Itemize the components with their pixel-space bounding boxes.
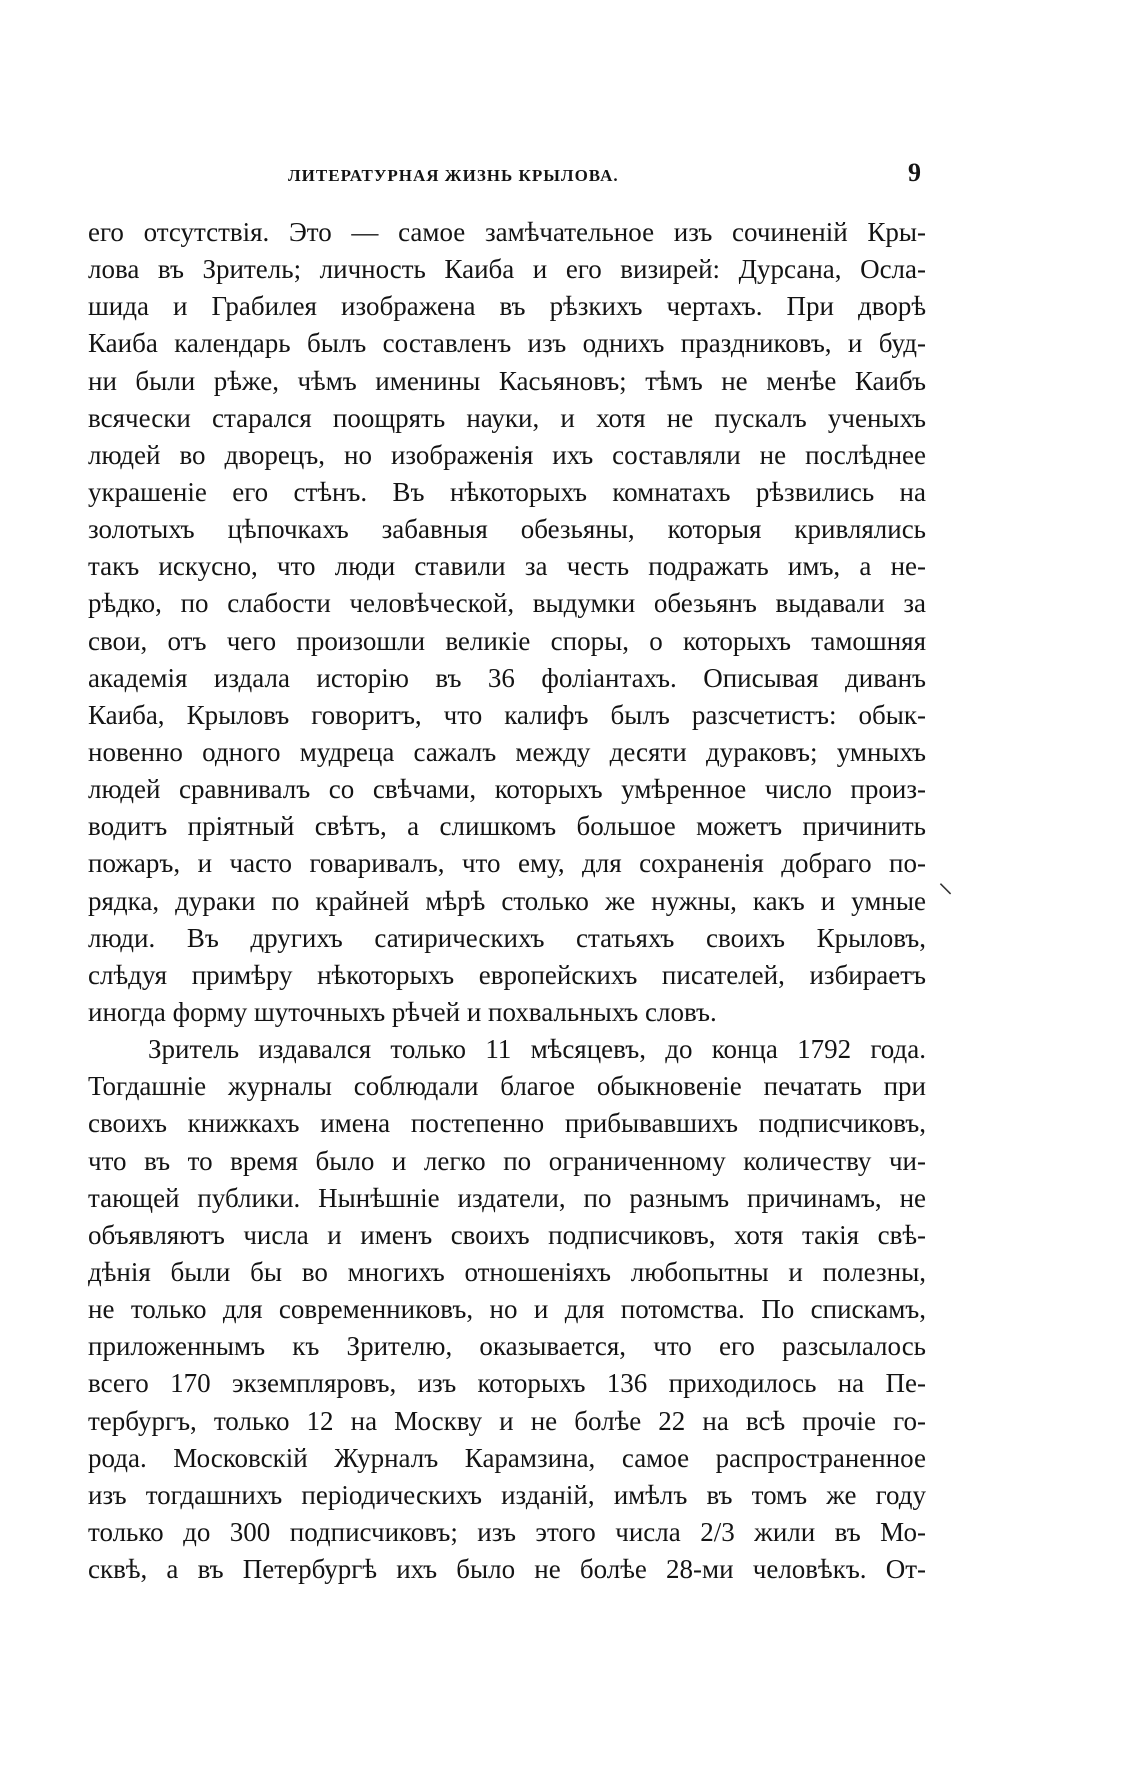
text-line: новенно одного мудреца сажалъ между десяти дураковъ; умныхъ — [88, 736, 926, 767]
text-line: такъ искусно, что люди ставили за честь подражать имъ, а не- — [88, 551, 926, 582]
page-number: 9 — [908, 158, 921, 187]
text-line: объявляютъ числа и именъ своихъ подписчиковъ, хотя такія свѣ- — [88, 1219, 926, 1250]
text-line: Каиба, Крыловъ говоритъ, что калифъ былъ разсчетистъ: обык- — [88, 699, 926, 730]
margin-mark: ⸜ — [938, 866, 953, 899]
text-line: украшеніе его стѣнъ. Въ нѣкоторыхъ комнатахъ рѣзвились на — [88, 476, 926, 507]
text-line: только до 300 подписчиковъ; изъ этого числа 2/3 жили въ Мо- — [88, 1516, 926, 1547]
text-line: водитъ пріятный свѣтъ, а слишкомъ большое можетъ причинить — [88, 811, 926, 842]
text-line: людей сравнивалъ со свѣчами, которыхъ умѣренное число произ- — [88, 774, 926, 805]
paragraph-end-line: иногда форму шуточныхъ рѣчей и похвальныхъ словъ. — [88, 996, 717, 1027]
text-line: шида и Грабилея изображена въ рѣзкихъ чертахъ. При дворѣ — [88, 291, 926, 322]
text-line: слѣдуя примѣру нѣкоторыхъ европейскихъ писателей, избираетъ — [88, 959, 926, 990]
text-line: золотыхъ цѣпочкахъ забавныя обезьяны, которыя кривлялись — [88, 514, 926, 545]
text-line: не только для современниковъ, но и для потомства. По спискамъ, — [88, 1294, 926, 1325]
text-line: приложеннымъ къ Зрителю, оказывается, что его разсылалось — [88, 1331, 926, 1362]
text-line: всячески старался поощрять науки, и хотя не пускалъ ученыхъ — [88, 402, 926, 433]
text-line: людей во дворецъ, но изображенія ихъ составляли не послѣднее — [88, 439, 926, 470]
text-line: своихъ книжкахъ имена постепенно прибывавшихъ подписчиковъ, — [88, 1108, 926, 1139]
paragraph-start-line: Зритель издавался только 11 мѣсяцевъ, до конца 1792 года. — [148, 1034, 926, 1065]
running-head — [0, 158, 1140, 192]
text-line: дѣнія были бы во многихъ отношеніяхъ любопытны и полезны, — [88, 1256, 926, 1287]
text-line: рода. Московскій Журналъ Карамзина, самое распространенное — [88, 1442, 926, 1473]
text-line: тающей публики. Нынѣшніе издатели, по разнымъ причинамъ, не — [88, 1182, 926, 1213]
text-line: всего 170 экземпляровъ, изъ которыхъ 136 приходилось на Пе- — [88, 1368, 926, 1399]
text-line: лова въ Зритель; личность Каиба и его визирей: Дурсана, Осла- — [88, 254, 926, 285]
text-line: сквѣ, а въ Петербургѣ ихъ было не болѣе 28-ми человѣкъ. От- — [88, 1554, 926, 1585]
text-line: свои, отъ чего произошли великіе споры, о которыхъ тамошняя — [88, 625, 926, 656]
text-line: люди. Въ другихъ сатирическихъ статьяхъ своихъ Крыловъ, — [88, 922, 926, 953]
text-line: тербургъ, только 12 на Москву и не болѣе 22 на всѣ прочіе го- — [88, 1405, 926, 1436]
text-line: пожаръ, и часто говаривалъ, что ему, для сохраненія добраго по- — [88, 848, 926, 879]
text-line: что въ то время было и легко по ограниченному количеству чи- — [88, 1145, 926, 1176]
text-line: изъ тогдашнихъ періодическихъ изданій, имѣлъ въ томъ же году — [88, 1479, 926, 1510]
text-line: рядка, дураки по крайней мѣрѣ столько же нужны, какъ и умные — [88, 885, 926, 916]
text-line: академія издала исторію въ 36 фоліантахъ. Описывая диванъ — [88, 662, 926, 693]
body-text — [88, 214, 926, 1588]
text-line: ни были рѣже, чѣмъ именины Касьяновъ; тѣмъ не менѣе Каибъ — [88, 365, 926, 396]
text-line: Каиба календарь былъ составленъ изъ однихъ праздниковъ, и буд- — [88, 328, 926, 359]
text-line: Тогдашніе журналы соблюдали благое обыкновеніе печатать при — [88, 1071, 926, 1102]
text-line: рѣдко, по слабости человѣческой, выдумки обезьянъ выдавали за — [88, 588, 926, 619]
text-line: его отсутствія. Это — самое замѣчательное изъ сочиненій Кры- — [88, 217, 926, 247]
running-title: ЛИТЕРАТУРНАЯ ЖИЗНЬ КРЫЛОВА. — [288, 166, 619, 185]
